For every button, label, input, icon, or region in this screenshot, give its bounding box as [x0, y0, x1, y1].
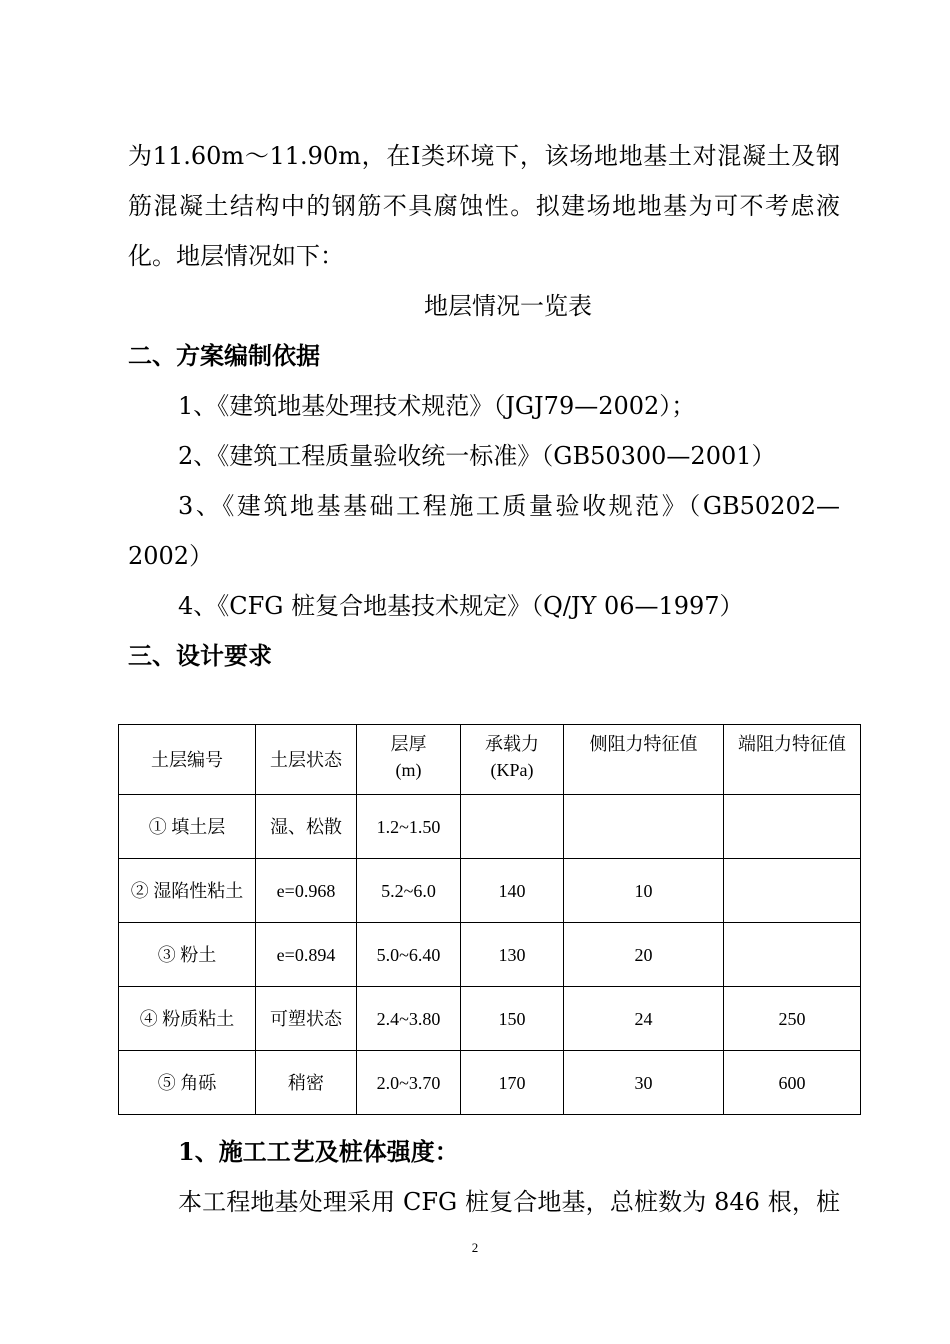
header-end-resistance: 端阻力特征值	[724, 725, 861, 795]
subsection-1-text: 本工程地基处理采用 CFG 桩复合地基，总桩数为 846 根，桩	[178, 1188, 840, 1216]
table-row	[119, 795, 861, 859]
subsection-1-heading: 1、施工工艺及桩体强度：	[178, 1137, 459, 1166]
table-cell: 可塑状态	[256, 987, 357, 1051]
reference-item-4: 4、《CFG 桩复合地基技术规定》（Q/JY 06—1997）	[178, 592, 744, 620]
section-2-heading: 二、方案编制依据	[128, 341, 320, 370]
table-cell: e=0.968	[256, 859, 357, 923]
table-cell: 170	[461, 1051, 564, 1115]
header-side-resistance: 侧阻力特征值	[564, 725, 724, 795]
table-cell: 24	[564, 987, 724, 1051]
header-layer-id: 土层编号	[119, 725, 256, 795]
body-line-1: 为11.60m～11.90m，在Ⅰ类环境下，该场地地基土对混凝土及钢	[128, 142, 840, 170]
table-row	[119, 859, 861, 923]
table-cell: 2.4~3.80	[357, 987, 461, 1051]
table-row	[119, 923, 861, 987]
soil-layer-table	[118, 724, 861, 1115]
table-cell: 140	[461, 859, 564, 923]
table-header-row	[119, 725, 861, 795]
table-cell: 600	[724, 1051, 861, 1115]
section-3-heading: 三、设计要求	[128, 641, 272, 670]
table-cell: ④ 粉质粘土	[119, 987, 256, 1051]
table-caption: 地层情况一览表	[424, 292, 592, 320]
table-cell: ① 填土层	[119, 795, 256, 859]
table-cell: ⑤ 角砾	[119, 1051, 256, 1115]
table-cell	[724, 795, 861, 859]
table-cell: 30	[564, 1051, 724, 1115]
table-cell	[461, 795, 564, 859]
table-cell: ③ 粉土	[119, 923, 256, 987]
table-cell	[564, 795, 724, 859]
page-number: 2	[471, 1240, 479, 1255]
body-line-3: 化。地层情况如下：	[128, 242, 344, 270]
table-cell: e=0.894	[256, 923, 357, 987]
table-cell: 2.0~3.70	[357, 1051, 461, 1115]
header-bearing: 承载力 (KPa)	[461, 725, 564, 795]
header-layer-state: 土层状态	[256, 725, 357, 795]
table-row	[119, 1051, 861, 1115]
table-cell: 5.0~6.40	[357, 923, 461, 987]
table-cell	[724, 923, 861, 987]
reference-item-2: 2、《建筑工程质量验收统一标准》（GB50300—2001）	[178, 442, 776, 470]
table-cell: 20	[564, 923, 724, 987]
table-cell: 5.2~6.0	[357, 859, 461, 923]
table-cell	[724, 859, 861, 923]
reference-item-3-cont: 2002）	[128, 542, 214, 570]
table-cell: 150	[461, 987, 564, 1051]
table-cell: 稍密	[256, 1051, 357, 1115]
table-cell: 湿、松散	[256, 795, 357, 859]
table-cell: 1.2~1.50	[357, 795, 461, 859]
table-cell: 250	[724, 987, 861, 1051]
table-row	[119, 987, 861, 1051]
table-cell: 10	[564, 859, 724, 923]
table-cell: 130	[461, 923, 564, 987]
table-cell: ② 湿陷性粘土	[119, 859, 256, 923]
reference-item-3: 3、《建筑地基基础工程施工质量验收规范》（GB50202—	[178, 492, 840, 520]
body-line-2: 筋混凝土结构中的钢筋不具腐蚀性。拟建场地地基为可不考虑液	[128, 192, 840, 220]
reference-item-1: 1、《建筑地基处理技术规范》（JGJ79—2002）；	[178, 392, 696, 420]
header-thickness: 层厚 (m)	[357, 725, 461, 795]
